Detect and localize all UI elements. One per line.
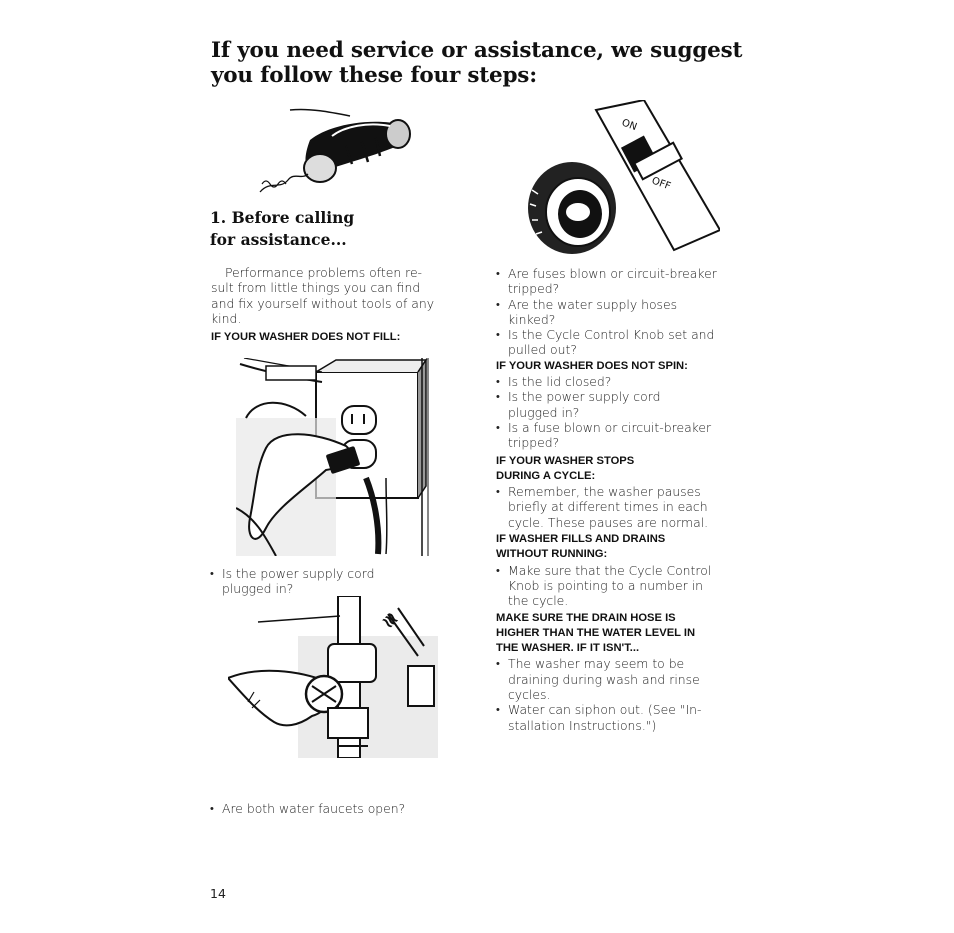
svg-text:≋: ≋ xyxy=(377,607,403,634)
bullet-line: • Is the power supply cord xyxy=(508,389,661,405)
step-1-heading xyxy=(210,207,410,251)
heading-fills-and-drains xyxy=(496,532,756,563)
bullet-line: • Are fuses blown or circuit-breaker xyxy=(508,266,717,281)
heading-text: WITHOUT RUNNING: xyxy=(496,548,608,561)
bullet-cycle-knob-set xyxy=(496,327,756,358)
right-column xyxy=(496,266,756,733)
bullet-line: • Is the Cycle Control Knob set and xyxy=(508,327,715,343)
heading-washer-does-not-spin xyxy=(496,359,756,374)
heading-text: THE WASHER. IF IT ISN'T... xyxy=(496,642,640,655)
page-title xyxy=(211,38,743,88)
bullet-line: • Is the lid closed? xyxy=(508,374,612,390)
heading-text: HIGHER THAN THE WATER LEVEL IN xyxy=(496,626,696,639)
step-1-heading-line-2: for assistance... xyxy=(210,230,347,249)
intro-line: kind. xyxy=(211,310,242,326)
bullet-line: plugged in? xyxy=(508,404,580,420)
bullet-fuse-blown-spin xyxy=(496,420,756,451)
bullet-line: cycle. These pauses are normal. xyxy=(508,514,709,530)
telephone-illustration xyxy=(250,106,420,198)
bullet-line: • Are the water supply hoses xyxy=(508,296,678,312)
circuit-breaker-fuse-illustration xyxy=(524,100,720,260)
bullet-cycle-control-number xyxy=(496,563,756,609)
bullet-line: Knob is pointing to a number in xyxy=(508,577,703,593)
intro-paragraph xyxy=(211,265,435,326)
outlet-plug-illustration xyxy=(236,358,436,556)
bullet-line: pulled out? xyxy=(508,342,577,358)
heading-washer-does-not-fill-text: IF YOUR WASHER DOES NOT FILL: xyxy=(211,331,401,343)
bullet-line: tripped? xyxy=(508,281,560,297)
heading-washer-does-not-fill xyxy=(211,330,400,345)
bullet-hoses-kinked xyxy=(496,297,756,328)
heading-text: IF WASHER FILLS AND DRAINS xyxy=(496,533,666,546)
breaker-off-label: OFF xyxy=(650,175,673,193)
intro-line: Performance problems often re- xyxy=(225,265,423,280)
bullet-line: kinked? xyxy=(508,311,556,327)
bullet-water-siphon xyxy=(496,702,756,733)
heading-drain-hose-higher xyxy=(496,611,756,657)
intro-line: and fix yourself without tools of any xyxy=(211,295,435,311)
bullet-power-cord-spin xyxy=(496,389,756,420)
bullet-line: • Remember, the washer pauses xyxy=(508,484,701,500)
page-title-line-2: you follow these four steps: xyxy=(211,63,537,88)
bullet-line: • The washer may seem to be xyxy=(508,656,685,672)
heading-text: IF YOUR WASHER DOES NOT SPIN: xyxy=(496,359,688,372)
heading-washer-stops xyxy=(496,454,756,485)
bullet-line: • Is the power supply cord xyxy=(222,566,375,581)
bullet-line: draining during wash and rinse xyxy=(508,671,700,687)
bullet-washer-draining xyxy=(496,656,756,702)
step-1-heading-line-1: 1. Before calling xyxy=(210,208,355,227)
bullet-line: • Is a fuse blown or circuit-breaker xyxy=(508,419,712,435)
bullet-line: tripped? xyxy=(508,435,560,451)
bullet-line: briefly at different times in each xyxy=(508,499,708,515)
page-number: 14 xyxy=(210,886,226,901)
breaker-on-label: ON xyxy=(620,117,639,134)
bullet-line: stallation Instructions.") xyxy=(508,717,657,733)
bullet-water-faucets xyxy=(210,801,954,816)
heading-text: DURING A CYCLE: xyxy=(496,469,596,482)
bullet-line: cycles. xyxy=(508,687,551,703)
heading-text: MAKE SURE THE DRAIN HOSE IS xyxy=(496,611,676,624)
faucet-illustration xyxy=(228,596,438,758)
page-title-line-1: If you need service or assistance, we suggest xyxy=(211,38,743,63)
heading-text: IF YOUR WASHER STOPS xyxy=(496,454,635,467)
bullet-line: • Are both water faucets open? xyxy=(222,800,406,816)
bullet-lid-closed xyxy=(496,374,756,389)
bullet-line: • Water can siphon out. (See "In- xyxy=(508,702,702,718)
bullet-line: the cycle. xyxy=(508,593,569,609)
intro-line: sult from little things you can find xyxy=(211,280,421,296)
bullet-line: • Make sure that the Cycle Control xyxy=(508,562,712,578)
bullet-line: plugged in? xyxy=(222,581,294,597)
bullet-fuses-blown xyxy=(496,266,756,297)
bullet-washer-pauses xyxy=(496,484,756,530)
